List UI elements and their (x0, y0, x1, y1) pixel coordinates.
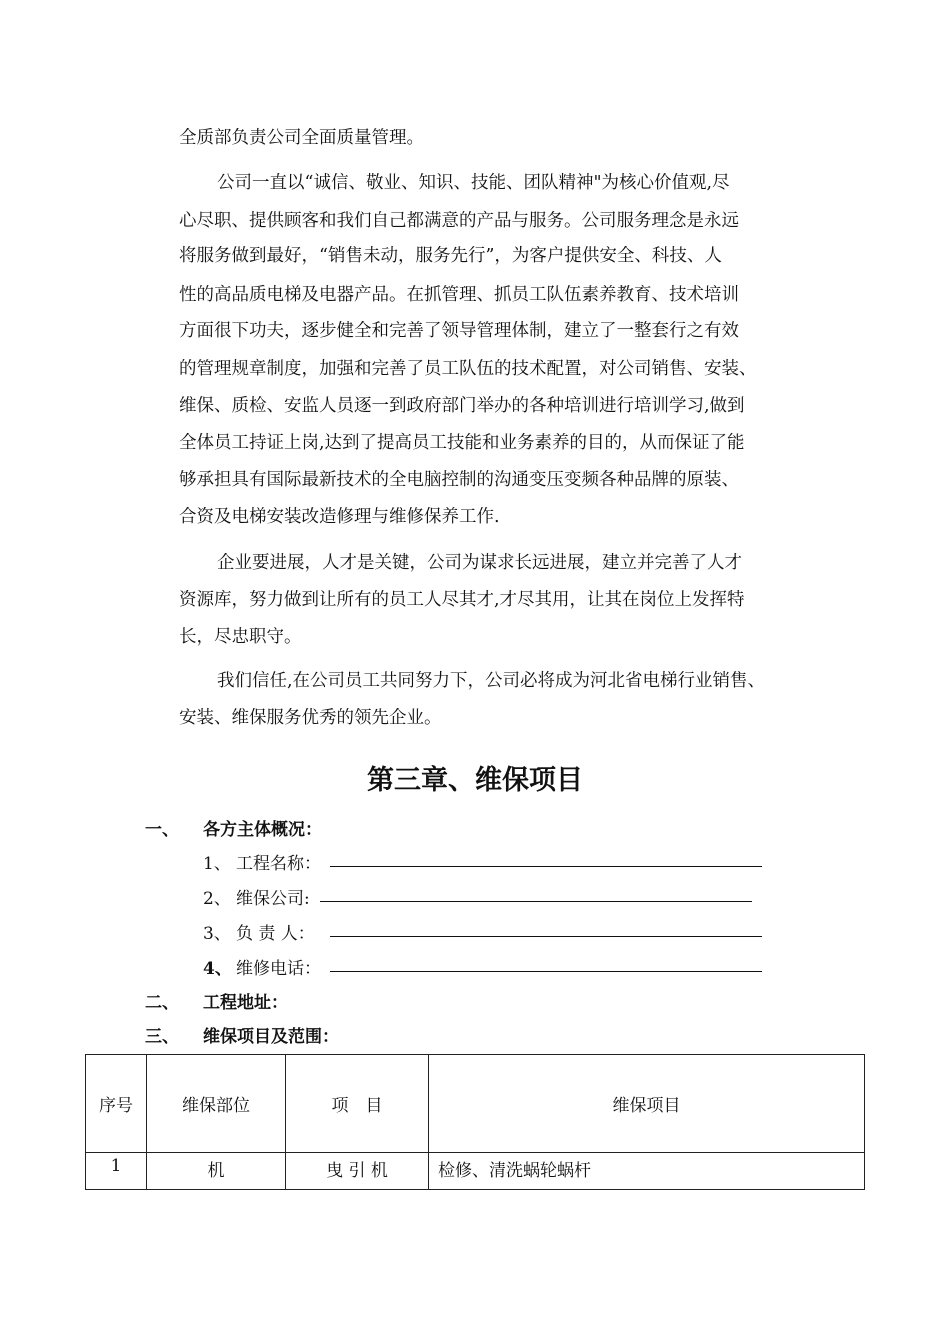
maintenance-company-blank[interactable] (320, 901, 752, 902)
repair-phone-blank[interactable] (330, 971, 762, 972)
paragraph-line: 安装、维保服务优秀的领先企业。 (179, 708, 442, 728)
paragraph-line: 合资及电梯安装改造修理与维修保养工作. (179, 507, 500, 527)
header-cell: 序号 (86, 1055, 147, 1153)
field-label: 负 责 人： (236, 924, 315, 944)
responsible-person-blank[interactable] (330, 936, 762, 937)
paragraph-line: 全体员工持证上岗,达到了提高员工技能和业务素养的目的，从而保证了能 (179, 433, 745, 453)
field-number: 1、 (203, 854, 231, 874)
paragraph-line: 将服务做到最好，“销售未动，服务先行”，为客户提供安全、科技、人 (179, 246, 722, 266)
paragraph-line: 全质部负责公司全面质量管理。 (179, 128, 424, 148)
paragraph-line: 性的高品质电梯及电器产品。在抓管理、抓员工队伍素养教育、技术培训 (179, 285, 739, 305)
field-number: 3、 (203, 924, 231, 944)
paragraph-line: 的管理规章制度，加强和完善了员工队伍的技术配置，对公司销售、安装、 (179, 359, 757, 379)
paragraph-line: 长，尽忠职守。 (179, 627, 302, 647)
paragraph-line: 够承担具有国际最新技术的全电脑控制的沟通变压变频各种品牌的原装、 (179, 470, 739, 490)
field-label: 维保公司: (236, 889, 310, 909)
section-heading: 工程地址： (203, 993, 288, 1013)
field-number: 2、 (203, 889, 231, 909)
paragraph-line: 我们信任,在公司员工共同努力下，公司必将成为河北省电梯行业销售、 (217, 671, 766, 691)
header-cell: 项 目 (286, 1055, 429, 1153)
chapter-title: 第三章、维保项目 (367, 765, 583, 796)
paragraph-line: 资源库，努力做到让所有的员工人尽其才,才尽其用，让其在岗位上发挥特 (179, 590, 745, 610)
section-number: 二、 (145, 993, 179, 1013)
section-heading: 各方主体概况： (203, 820, 322, 840)
maintenance-table (85, 1054, 865, 1190)
table-cell: 1 (86, 1153, 147, 1190)
section-number: 三、 (145, 1027, 179, 1047)
field-number: 4、 (203, 959, 232, 979)
project-name-blank[interactable] (330, 866, 762, 867)
paragraph-line: 企业要进展，人才是关键，公司为谋求长远进展，建立并完善了人才 (217, 553, 742, 573)
paragraph-line: 维保、质检、安监人员逐一到政府部门举办的各种培训进行培训学习,做到 (179, 396, 745, 416)
paragraph-line: 公司一直以“诚信、敬业、知识、技能、团队精神"为核心价值观,尽 (217, 173, 730, 193)
table-cell: 检修、清洗蜗轮蜗杆 (429, 1153, 865, 1190)
header-cell: 维保项目 (429, 1055, 865, 1153)
paragraph-line: 方面很下功夫，逐步健全和完善了领导管理体制，建立了一整套行之有效 (179, 321, 739, 341)
table-row (86, 1153, 865, 1190)
paragraph-line: 心尽职、提供顾客和我们自己都满意的产品与服务。公司服务理念是永远 (179, 211, 739, 231)
header-cell: 维保部位 (147, 1055, 286, 1153)
section-heading: 维保项目及范围： (203, 1027, 339, 1047)
field-label: 维修电话： (236, 959, 321, 979)
section-number: 一、 (145, 820, 179, 840)
table-cell: 曳 引 机 (286, 1153, 429, 1190)
table-cell: 机 (147, 1153, 286, 1190)
field-label: 工程名称： (236, 854, 321, 874)
table-header-row (86, 1055, 865, 1153)
